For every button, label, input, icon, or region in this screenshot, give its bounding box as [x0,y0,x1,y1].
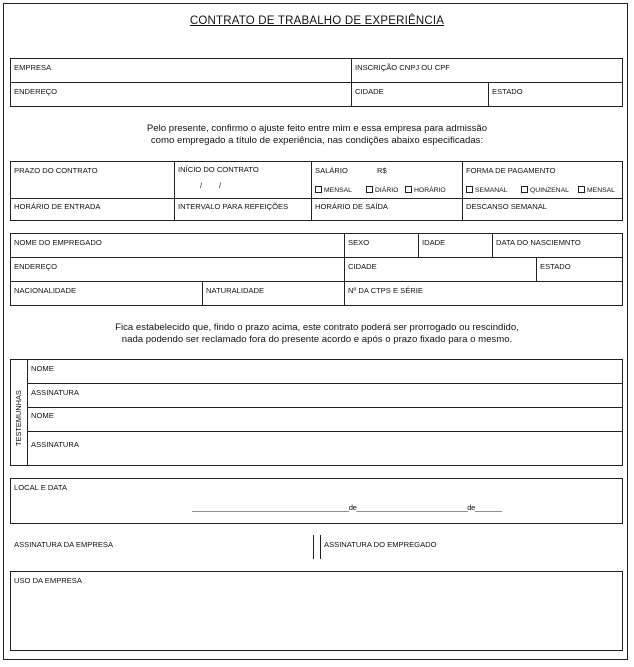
end-time-label: HORÁRIO DE SAÍDA [315,202,388,211]
witness-2-signature-label: ASSINATURA [31,440,79,449]
employee-name-label: NOME DO EMPREGADO [14,238,102,247]
witness-1-signature-label: ASSINATURA [31,388,79,397]
employee-signature-label: ASSINATURA DO EMPREGADO [324,540,437,549]
meal-break-label: INTERVALO PARA REFEIÇÕES [178,202,289,211]
salary-option-monthly[interactable]: MENSAL [315,186,352,194]
company-cnpj-label: INSCRIÇÃO CNPJ OU CPF [355,63,450,72]
payment-method-label: FORMA DE PAGAMENTO [466,166,556,175]
contract-start-label: INÍCIO DO CONTRATO [178,165,259,174]
employee-birthdate-label: DATA DO NASCIEMNTO [496,238,581,247]
company-state-label: ESTADO [492,87,523,96]
company-signature-label: ASSINATURA DA EMPRESA [14,540,114,549]
employee-address-label: ENDEREÇO [14,262,58,271]
intro-line-2: como empregado a título de experiência, nas condições abaixo especificadas: [150,135,484,146]
checkbox-icon [578,186,585,193]
salary-currency: R$ [377,166,387,175]
payment-option-weekly[interactable]: SEMANAL [466,186,507,194]
employee-sex-label: SEXO [348,238,370,247]
employee-nationality-label: NACIONALIDADE [14,286,77,295]
employee-birthplace-label: NATURALIDADE [206,286,265,295]
witnesses-section [10,359,623,466]
place-date-label: LOCAL E DATA [14,483,68,492]
checkbox-icon [405,186,412,193]
witnesses-side-label: TESTEMUNHAS [14,390,23,446]
weekly-rest-label: DESCANSO SEMANAL [466,202,548,211]
company-address-label: ENDEREÇO [14,87,58,96]
employee-ctps-label: Nº DA CTPS E SÉRIE [348,286,423,295]
witness-2-name-label: NOME [31,411,54,420]
place-date-section [10,478,623,524]
clause-line-2: nada podendo ser reclamado fora do presente acordo e após o prazo fixado para o mesmo. [121,334,513,345]
company-use-label: USO DA EMPRESA [14,576,82,585]
checkbox-icon [466,186,473,193]
intro-line-1: Pelo presente, confirmo o ajuste feito entre mim e essa empresa para admissão [146,123,488,134]
payment-option-monthly[interactable]: MENSAL [578,186,615,194]
clause-line-1: Fica estabelecido que, findo o prazo acima, este contrato poderá ser prorrogado ou rescindido, [115,322,519,333]
checkbox-icon [315,186,322,193]
contract-term-label: PRAZO DO CONTRATO [14,166,98,175]
salary-label: SALÁRIO [315,166,348,175]
payment-option-biweekly[interactable]: QUINZENAL [521,186,569,194]
form-title: CONTRATO DE TRABALHO DE EXPERIÊNCIA [189,15,445,27]
company-city-label: CIDADE [355,87,384,96]
contract-start-date-slashes: / / [200,181,222,190]
company-use-section [10,571,623,651]
witness-1-name-label: NOME [31,364,54,373]
place-date-line: _________________________________________de_____________________________de_______ [192,503,502,512]
salary-option-hourly[interactable]: HORÁRIO [405,186,446,194]
checkbox-icon [521,186,528,193]
salary-option-daily[interactable]: DIÁRIO [366,186,398,194]
employee-age-label: IDADE [422,238,446,247]
company-name-label: EMPRESA [14,63,52,72]
employee-state-label: ESTADO [540,262,571,271]
start-time-label: HORÁRIO DE ENTRADA [14,202,101,211]
employee-city-label: CIDADE [348,262,377,271]
checkbox-icon [366,186,373,193]
